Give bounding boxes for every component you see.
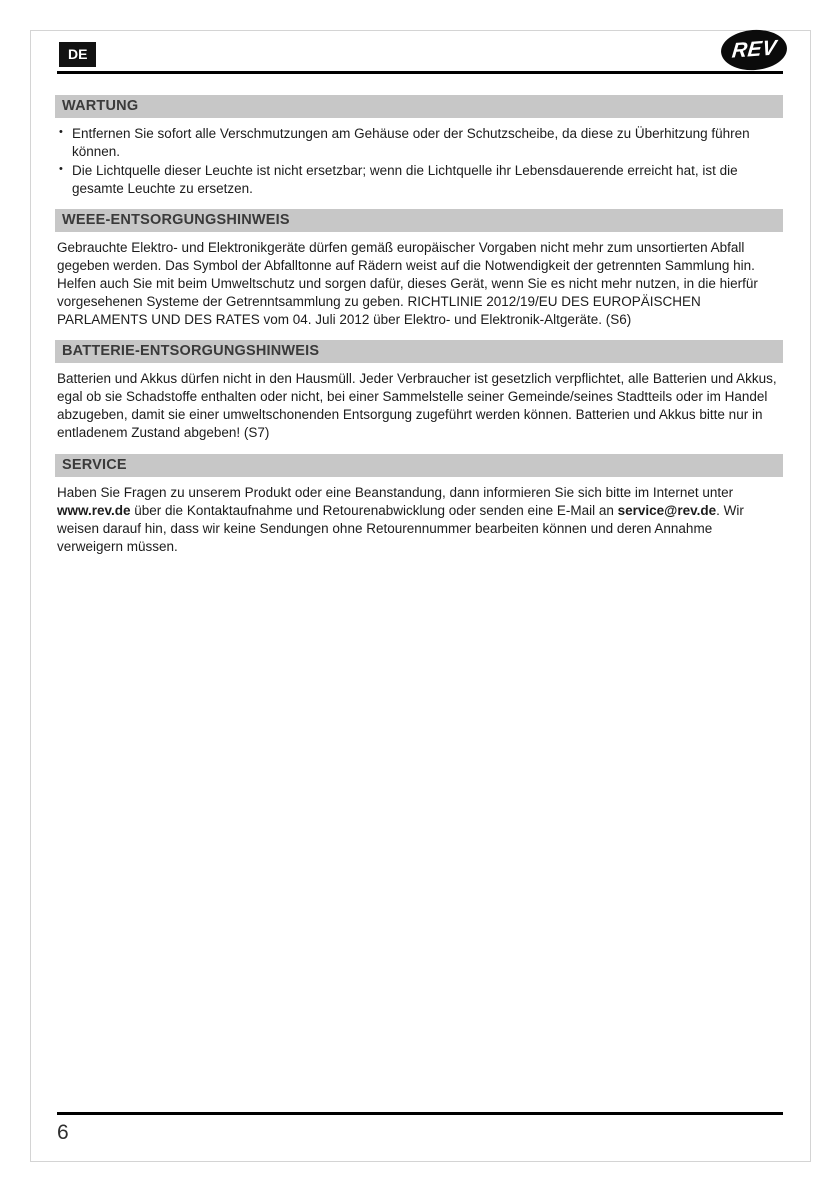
footer-divider	[57, 1112, 783, 1115]
rev-logo	[720, 28, 789, 73]
section-service	[55, 454, 783, 556]
section-title: SERVICE	[55, 454, 783, 477]
text-segment: Batterien und Akkus dürfen nicht in den Hausmüll. Jeder Verbraucher ist gesetzlich verpflichtet, alle Batterien und Akkus, egal ob sie Schadstoffe enthalten oder nicht, bei einer Sammelstelle seiner Gemeinde/seines Stadtteils oder im Handel abzugeben, damit sie einer umweltschonenden Entsorgung zugeführt werden können. Batterien und Akkus bitte nur in entladenem Zustand abgeben! (S7)	[57, 371, 777, 441]
bullet-item: • Entfernen Sie sofort alle Verschmutzungen am Gehäuse oder der Schutzscheibe, da diese zu Überhitzung führen können.	[57, 125, 781, 161]
text-segment: Haben Sie Fragen zu unserem Produkt oder eine Beanstandung, dann informieren Sie sich bitte im Internet unter	[57, 484, 734, 500]
section-title: BATTERIE-ENTSORGUNGSHINWEIS	[55, 340, 783, 363]
section-title: WEEE-ENTSORGUNGSHINWEIS	[55, 209, 783, 232]
bullet-list	[57, 125, 781, 198]
language-badge: DE	[59, 42, 96, 67]
section-weee-entsorgungshinweis	[55, 209, 783, 329]
text-segment: über die Kontaktaufnahme und Retourenabwicklung oder senden eine E-Mail an	[130, 502, 618, 518]
bullet-item: • Die Lichtquelle dieser Leuchte ist nicht ersetzbar; wenn die Lichtquelle ihr Lebensdauerende erreicht hat, ist die gesamte Leuchte zu ersetzen.	[57, 162, 781, 198]
section-batterie-entsorgungshinweis	[55, 340, 783, 442]
section-paragraph	[57, 239, 781, 329]
page-number: 6	[57, 1121, 69, 1144]
section-paragraph	[57, 484, 781, 556]
text-segment: Gebrauchte Elektro- und Elektronikgeräte dürfen gemäß europäischer Vorgaben nicht mehr zum unsortierten Abfall gegeben werden. Das Symbol der Abfalltonne auf Rädern weist auf die Notwendigkeit der getrennten Sammlung hin. Helfen auch Sie mit beim Umweltschutz und sorgen dafür, dieses Gerät, wenn Sie es nicht mehr nutzen, in die hierfür vorgesehenen Systeme der Getrenntsammlung zu geben. RICHTLINIE 2012/19/EU DES EUROPÄISCHEN PARLAMENTS UND DES RATES vom 04. Juli 2012 über Elektro- und Elektronik-Altgeräte. (S6)	[57, 239, 758, 328]
rev-logo-text: REV	[730, 36, 778, 63]
text-segment: . Wir weisen darauf hin, dass wir keine Sendungen ohne Retourennummer bearbeiten können und deren Annahme verweigern müssen.	[57, 502, 744, 554]
bold-text: service@rev.de	[617, 502, 717, 518]
page-header	[57, 38, 783, 72]
header-divider	[57, 71, 783, 74]
section-wartung	[55, 95, 783, 198]
bold-text: www.rev.de	[57, 502, 131, 518]
sections-container	[55, 95, 783, 567]
section-title: WARTUNG	[55, 95, 783, 118]
section-paragraph	[57, 370, 781, 442]
